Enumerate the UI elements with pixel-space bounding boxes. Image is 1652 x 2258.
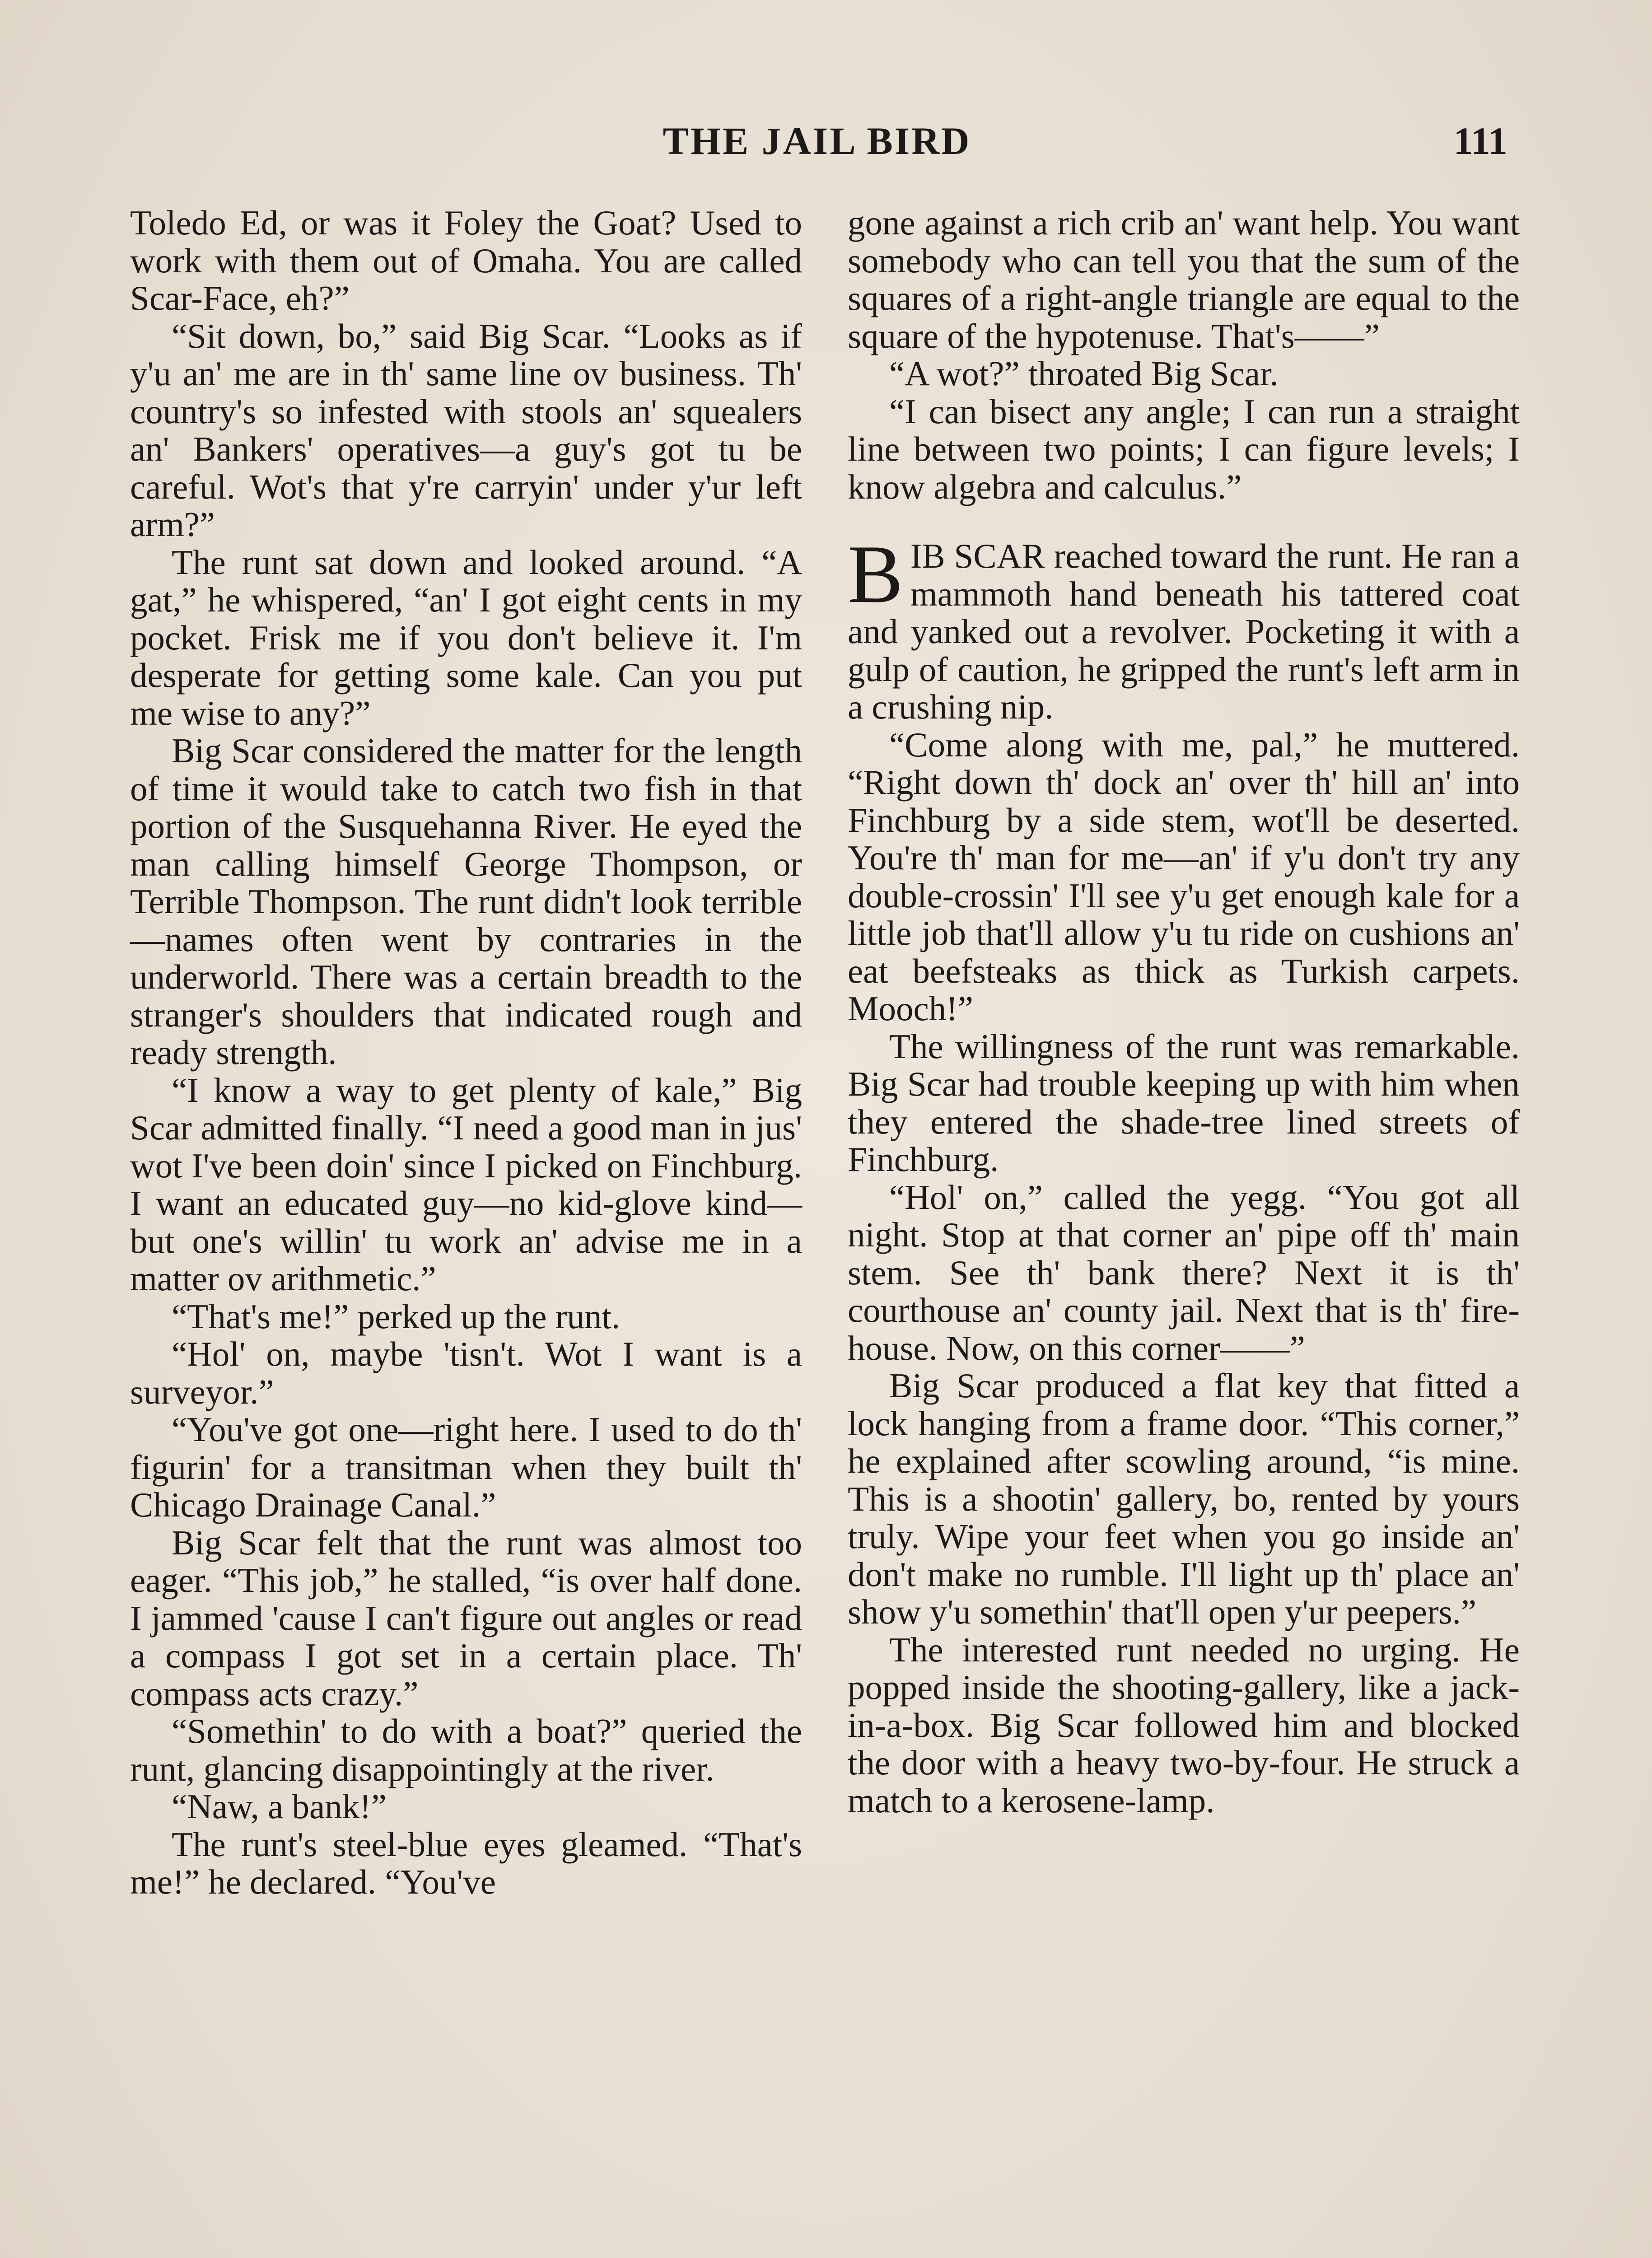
section-opening-paragraph <box>848 528 1520 726</box>
paragraph: “I can bisect any angle; I can run a straight line between two points; I can figure levels; I know algebra and calculus.” <box>848 392 1520 506</box>
paragraph: “A wot?” throated Big Scar. <box>889 354 1279 393</box>
page-number: 111 <box>1453 119 1507 163</box>
drop-cap: B <box>848 528 903 620</box>
paragraph: The interested runt needed no urging. He popped inside the shooting-gallery, like a jack-in-a-box. Big Scar followed him and blocked the door with a heavy two-by-four. He struck a match to a kerosene-lamp. <box>848 1630 1520 1820</box>
paragraph: The willingness of the runt was remarkable. Big Scar had trouble keeping up with him when they entered the shade-tree lined streets of Finchburg. <box>848 1026 1520 1179</box>
paragraph: Big Scar felt that the runt was almost too eager. “This job,” he stalled, “is over half done. I jammed 'cause I can't figure out angles or read a compass I got set in a certain place. Th' compass acts crazy.” <box>130 1523 802 1713</box>
paragraph: “Naw, a bank!” <box>172 1787 387 1826</box>
paragraph: “Hol' on,” called the yegg. “You got all night. Stop at that corner an' pipe off th' main stem. See th' bank there? Next it is th' courthouse an' county jail. Next that is th' fire-house. Now, on this corner——” <box>848 1177 1520 1367</box>
paragraph: “Hol' on, maybe 'tisn't. Wot I want is a surveyor.” <box>130 1334 802 1411</box>
paragraph: gone against a rich crib an' want help. You want somebody who can tell you that the sum of the squares of a right-angle triangle are equal to the square of the hypotenuse. That's——” <box>848 203 1520 355</box>
paragraph: Big Scar considered the matter for the length of time it would take to catch two fish in that portion of the Susquehanna River. He eyed the man calling himself George Thompson, or Terrible Thompson. The runt didn't look terrible—names often went by contraries in the underworld. There was a certain breadth to the stranger's shoulders that indicated rough and ready strength. <box>130 731 802 1072</box>
left-column <box>130 204 802 1901</box>
paragraph: “Come along with me, pal,” he muttered. “Right down th' dock an' over th' hill an' into Finchburg by a side stem, wot'll be deserted. You're th' man for me—an' if y'u don't try any double-crossin' I'll see y'u get enough kale for a little job that'll allow y'u tu ride on cushions an' eat beefsteaks as thick as Turkish carpets. Mooch!” <box>848 725 1520 1028</box>
running-head: THE JAIL BIRD <box>663 119 971 163</box>
section-opening-text: IB SCAR reached toward the runt. He ran a mammoth hand beneath his tattered coat and yanked out a revolver. Pocketing it with a gulp of caution, he gripped the runt's left arm in a crushing nip. <box>848 537 1520 726</box>
paragraph: “Sit down, bo,” said Big Scar. “Looks as if y'u an' me are in th' same line ov business. Th' country's so infested with stools an' squealers an' Bankers' operatives—a guy's got tu be careful. Wot's that y're carryin' under y'ur left arm?” <box>130 316 802 544</box>
paragraph: Big Scar produced a flat key that fitted a lock hanging from a frame door. “This corner,” he explained after scowling around, “is mine. This is a shootin' gallery, bo, rented by yours truly. Wipe your feet when you go inside an' don't make no rumble. I'll light up th' place an' show y'u somethin' that'll open y'ur peepers.” <box>848 1366 1520 1631</box>
paragraph: Toledo Ed, or was it Foley the Goat? Used to work with them out of Omaha. You are called Scar-Face, eh?” <box>130 203 802 317</box>
paragraph: “You've got one—right here. I used to do th' figurin' for a transitman when they built th' Chicago Drainage Canal.” <box>130 1410 802 1524</box>
right-column <box>848 204 1520 1819</box>
page-header <box>126 118 1507 168</box>
paragraph: “That's me!” perked up the runt. <box>172 1297 621 1336</box>
paragraph: “Somethin' to do with a boat?” queried the runt, glancing disappointingly at the river. <box>130 1712 802 1788</box>
paragraph: The runt's steel-blue eyes gleamed. “That's me!” he declared. “You've <box>130 1824 802 1901</box>
paragraph: “I know a way to get plenty of kale,” Big Scar admitted finally. “I need a good man in jus' wot I've been doin' since I picked on Finchburg. I want an educated guy—no kid-glove kind—but one's willin' tu work an' advise me in a matter ov arithmetic.” <box>130 1070 802 1298</box>
paragraph: The runt sat down and looked around. “A gat,” he whispered, “an' I got eight cents in my pocket. Frisk me if you don't believe it. I'm desperate for getting some kale. Can you put me wise to any?” <box>130 542 802 732</box>
